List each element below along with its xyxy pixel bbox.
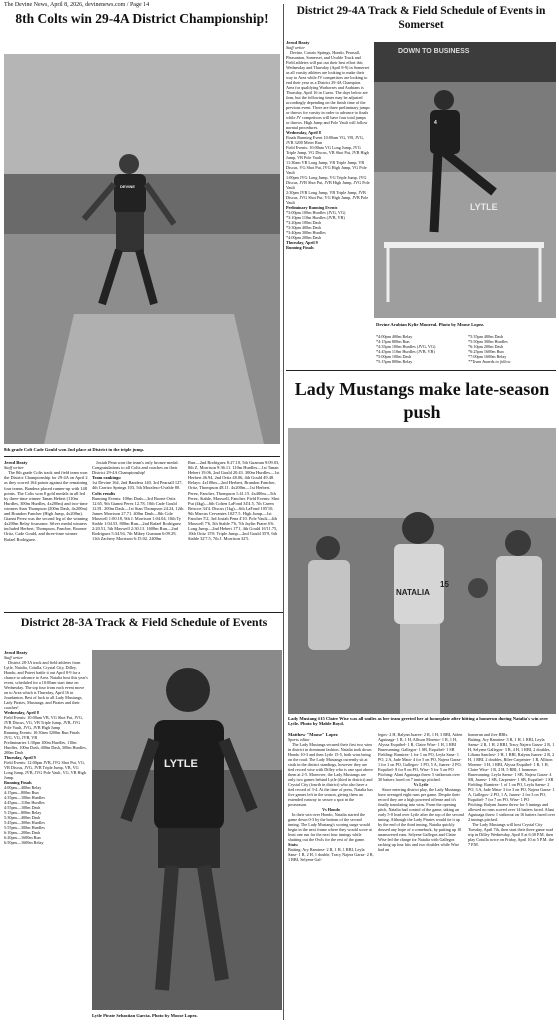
hurdles-caption: Devine Arabian Kylie Monreal. Photo by Moose Lopez.	[376, 322, 485, 327]
d28-sched-8: 4:15pm—800m Run	[4, 790, 39, 796]
mustangs-fielding: Fielding: Ramirez- 1 for 1 on PO, Leyla Sanz- 1 PO, 2 A, Jade Mata- 4 for 5 on PO, Najera Garza- 1 for 1 on PO, Gallegos- 1 PO, 5 A, Juarez- 2 PO, Esquibel- 8 for 8 on PO, Wise- 5 for 5 on PO	[378, 752, 462, 772]
mustangs-body-3: homerun and five RBIs.	[468, 732, 509, 737]
mustangs-pitching: Pitching: Alani Aguinaga threw 5 strikeouts over 30 batters faced on 7 innings pitched.	[378, 772, 460, 782]
district-sched-7: *3:00pm 100m Hurdles (JVG, VG)	[286, 210, 346, 216]
district-intro: Devine, Castrio Springs, Hondo, Pearsall, Pleasanton, Somerset, and Uvalde Track and Field athletes will put out their best effort this Wednesday and Thursday (April 8-9) in Somerset as all varsity athletes are looking to make their way to Area while JV competitors are looking to end their year as a District 29-4A Champion. Area for qualifying Warhorses and Arabians is Thursday, April 16 in Cuero. The days below are firm, but the following times may be adjusted accordingly depending on the finish time of the previous event. There are three preliminary jumps or throws for varsity in order to advance to finals while JV competitors will have four total jumps or throws. High Jump and Pole Vault will follow normal procedures.	[286, 50, 370, 131]
triple-jump-photo	[4, 54, 280, 444]
mustangs-byline: Matthew "Moose" Lopez	[288, 732, 338, 737]
colts-photo-caption: 8th grade Colt Cade Gould won 2nd place at District in the triple jump.	[4, 447, 145, 452]
district-sched-13: Thursday, April 9	[286, 240, 318, 246]
district-sched-5: 2:30pm JVB Long Jump, VB Triple Jump, JVB Discus, JVG Shot Put, VG High Jump, JVB Pole Vault	[286, 190, 369, 206]
district-sched-9: *3:20pm 100m Dash	[286, 220, 322, 226]
devine-bib: 4	[434, 120, 437, 126]
mustangs-photo	[288, 428, 556, 714]
final-8: *6:10pm 200m Dash	[468, 344, 504, 349]
jersey-text: DEVINE	[120, 184, 135, 189]
district-byline: Jerod Beaty	[286, 40, 310, 45]
d28-sched-7: 4:00pm—400m Relay	[4, 785, 42, 791]
lady-mustangs-headline: Lady Mustangs make late-season push	[294, 379, 550, 422]
colts-photo	[4, 54, 280, 444]
d28-sched-6: Running Finals	[4, 780, 32, 786]
vs-lytle-label: Vs Lytle	[413, 782, 429, 787]
natalia-jersey: NATALIA	[396, 588, 430, 597]
hurdler-photo	[374, 42, 556, 318]
district-28-byline-role: Staff writer	[4, 655, 23, 661]
mustangs-col3	[468, 732, 556, 847]
district-sched-14: Running Finals	[286, 245, 314, 251]
mustangs-caption: Lady Mustang #15 Claire Wise was all smiles as her team greeted her at homeplate after hitting a homerun during Natalia's win over Lytle. Photo by Mable Boyd.	[288, 716, 549, 727]
colts-col1	[4, 460, 88, 542]
district-sched-11: *3:40pm 300m Hurdles	[286, 230, 326, 236]
final-6: *5:35pm 400m Dash	[468, 334, 504, 339]
d28-sched-0: Wednesday, April 8	[4, 710, 39, 716]
final-9: *6:25pm 1600m Run	[468, 349, 504, 354]
district-sched-10: *3:30pm 400m Dash	[286, 225, 322, 231]
d28-sched-5: Field Events: 12:00pm JVB, JVG Shot Put, VG, VB Discus, JVG, JVB Triple Jump, VB, VG Long Jump, JVB, JVG Pole Vault, VG, VB High Jump.	[4, 760, 86, 781]
mustangs-body-1b: In their win over Hondo, Natalia started the game down 0-3 by the bottom of the second inning. The Lady Mustang's scoring surge would begin in the next frame where they would score at least one run for the next four innings while shutting out the Owls for the rest of the game.	[288, 812, 372, 843]
final-7: *5:50pm 300m Hurdles	[468, 339, 508, 344]
colts-col2	[92, 460, 184, 542]
mustangs-pitching-2: Pitching: Ralynn Juarez threw for 5 innings and allowed no runs scored over 14 batters faced. Alani Aguinaga threw 1 strikeout on 16 batters faced over 2 innings pitched.	[468, 802, 555, 822]
mustangs-body-2: legos- 2 H, Ralynn Juarez- 2 R, 1 H, 3 RBI, Aiden Aguinaga- 1 R, 1 H, Allison Moreno- 1 R, 1 H, Alyssa Esquibel- 1 R, Claire Wise- 1 H, 1 RBI	[378, 732, 463, 747]
d28-sched-15: 5:55pm—300m Hurdles	[4, 825, 45, 831]
final-1: *4:15pm 800m Run	[376, 339, 410, 344]
finals-col1	[376, 334, 464, 364]
final-0: *4:00pm 400m Relay	[376, 334, 413, 339]
d28-sched-18: 6:50pm—1600m Relay	[4, 840, 44, 846]
mustangs-byline-role: Sports editor	[288, 737, 310, 743]
colts-byline-role: Staff writer	[4, 465, 24, 471]
district-schedule-col	[286, 40, 370, 370]
d28-sched-4: Thursday, April 9	[4, 755, 36, 761]
colts-body-2: Josiah Pena won the team's only bronze medal. Congratulations to all Colts and coaches on their District 29-4A Championship!	[92, 460, 179, 476]
final-2: *4:35pm 100m Hurdles (JVG, VG)	[376, 344, 436, 349]
final-4: *5:00pm 100m Dash	[376, 354, 412, 359]
runner-caption: Lytle Pirate Sebastian Garcia. Photo by Moose Lopez.	[92, 1013, 198, 1018]
d28-sched-10: 4:45pm—110m Hurdles	[4, 800, 45, 806]
d28-sched-12: 5:15pm—800m Relay	[4, 810, 42, 816]
finals-col2	[468, 334, 556, 364]
natalia-number: 15	[440, 580, 449, 589]
district-28-intro: District 28-3A track and field athletes from Lytle, Natalia, Cotulla, Crystal City, Dilley, Hondo, and Poteet battle it out April 8-9 for a chance to advance to Area. Natalia host this year's event, scheduled for a 10:00am start time on Wednesday. The top four from each event move on to Area which is Thursday, April 16 in Jourdanton. Best of luck to all Lady Mustangs, Lady Pirates, Mustangs, and Pirates and their coaches!	[4, 660, 88, 711]
mustangs-fielding-2: Fielding: Ramirez- 1 of 1 on PO, Leyla Saenz- 2 PO, 3 A, Jade Mata- 3 for 3 on PO, Najera Garza- 1 A, Gallegos- 2 PO, 1 A, Juarez- 2 for 3 on PO, Esquibel- 7 for 7 on PO, Wise- 1 PO	[468, 782, 555, 802]
softball-photo	[288, 428, 556, 714]
mustangs-baserunning: Baserunning: Gallegos- 1 SB, Esquibel- 1 SB	[378, 747, 455, 752]
d28-sched-2: Running Events: 10:30am 3200m Run Finals JVG, VG, JVB, VB	[4, 730, 80, 741]
page-folio: The Devine News, April 8, 2026, devinenews.com / Page 14	[4, 2, 150, 8]
colts-body-1: The 8th grade Colts track and field team won the District Championship for 29-4A on April 2 as they scored 164 points against the remaining four teams. Bandera placed runner-up with 148 points. The Colts won 8 gold medals in all led by three-time winner Tanan Hebert (110m Hurdles, 300m Hurdles, 4x200m) and two-time winners Stan Thompson (200m Dash, 4x200m) and Brandon Fancher (High Jump, 4x200m). Gianni Perez was the second leg of the winning 4x200m Relay foursome. Silver medal winners included Herbert, Thompson, Fancher, Boonne Ortiz, Cade Gould, and three-time winner Rafael Rodriguez.	[4, 470, 88, 542]
team-rankings: 1st Devine 164, 2nd Bandera 140, 3rd Pearsall 127, 4th Carrizo Springs 103, 5th Moraleso-Uvalde 80.	[92, 480, 183, 491]
district-sched-2: Field Events: 10:00am VG Long Jump, JVG Triple Jump, VG Discus, VB Shot Put, JVB High Jump, VB Pole Vault	[286, 145, 369, 161]
banner-text: DOWN TO BUSINESS	[398, 48, 470, 55]
d28-sched-9: 4:35pm—100m Hurdles	[4, 795, 45, 801]
d28-sched-17: 6:20pm—1600m Run	[4, 835, 41, 841]
mustangs-col1	[288, 732, 374, 862]
mustangs-closing: The Lady Mustangs will host Crystal City Tuesday, April 7th, then start their three game road trip in Dilley Wednesday, April 8 at 6:30 P.M. then play Cotulla twice on Friday, April 10 at 5 P.M. the 7 P.M.	[468, 822, 554, 847]
colts-byline: Jerod Beaty	[4, 460, 28, 465]
lytle-banner: LYTLE	[470, 202, 498, 212]
mustangs-baserunning-2: Baserunning: Leyla Saenz- 1 SB, Najera Garza- 4 SB, Juarez- 1 SB, Carpenter- 1 SB, Esquibel- 1 SB	[468, 772, 554, 782]
district-schedule-headline: District 29-4A Track & Field Schedule of Events in Somerset	[296, 5, 546, 31]
team-rankings-label: Team rankings:	[92, 475, 122, 481]
final-3: *4:45pm 110m Hurdles (JVB, VB)	[376, 349, 435, 354]
lytle-jersey: LYTLE	[164, 758, 198, 770]
hurdles-photo	[374, 42, 556, 318]
d28-sched-3: Preliminaries 1:30pm 100m Hurdles, 110m Hurdles, 100m Dash, 400m Dash, 300m Hurdles, 200m Dash	[4, 740, 87, 756]
mustangs-body-1: The Lady Mustangs secured their first two wins in district in dominant fashion. Natalia took down Hondo 10-3 and then Lytle 15-5, both wins being on the road. The Lady Mustangs currently sit at sixth in the district standings, however they are tied record wise with Dilley who is one spot above them at 2-5. Moreover, the Lady Mustangs are only two games behind Lytle (third in district) and Crystal City (fourth in district) who also have a tied record of 3-4. At the time of press, Natalia has five games left in the season, giving them an extended runway to secure a spot in the postseason.	[288, 742, 374, 808]
district-byline-role: Staff writer	[286, 45, 305, 51]
mustangs-col2	[378, 732, 464, 852]
district-28-byline: Jerod Beaty	[4, 650, 28, 655]
final-11: **Team Awards to follow	[468, 359, 511, 364]
final-10: *7:00pm 1600m Relay	[468, 354, 507, 359]
district-sched-0: Wednesday, April 8	[286, 130, 321, 136]
colts-body-3: Run—2nd Rodriguez 8:27.10, 5th Guzman 9:09.03, 8th Z. Morrison 9:36.11. 110m Hurdles—1st Tanan Hebert 19.06, 2nd Gould 20.43. 300m Hurdles—1st Herbert 46.94, 2nd Ortiz 48.06, 4th Gould 49.48. Relays: 4x100m—2nd Herbert, Brandon Fancher, Ortiz, Thompson 48.11. 4x200m—1st Herbert, Perez, Fancher, Thompson 1:41.15. 4x400m—5th Perez, Stahle, Maxwell, Fancher. Field Events: Shot Put (4kg)—6th Colten LaFond 34'4.5, 7th Caeen Briscoe 34'4. Discus (1kg)—6th LaFond 105'10, 9th Marcus Cervantes 102'7.5. High Jump—1st Fancher 5'2, 3rd Josiah Pena 4'10. Pole Vault—4th Maxwell 7'6, 5th Stahle 7'6, 7th Jaylin Prater 6'6. Long Jump—2nd Hebert 17'1, 4th Gould 16'11.75, 10th Ortiz 15'8. Triple Jump—2nd Gould 35'9, 6th Stahle 32'7.5, 7th J. Morrison 32'5.	[188, 460, 280, 542]
d28-sched-16: 6:10pm—200m Dash	[4, 830, 41, 836]
stats-label: Stats:	[288, 842, 299, 848]
district-28-col	[4, 650, 88, 1020]
d28-sched-13: 5:30pm—400m Dash	[4, 815, 41, 821]
mustangs-batting-2: Batting: Ary Ramirez- 3 R, 1 H, 1 RBI, Leyla Saenz- 2 R, 1 H, 2 RBI, Tracy Najera Garza- 2 R, 1 H, Selyene Gallegos- 3 R, 4 H, 1 RBI, 2 doubles, Liliana Sanchez- 1 H, 1 RBI, Ralynn Juarez- 2 R, 2 H, 1 RBI, 2 doubles, Rilee Carpenter- 1 R, Allison Moreno- 3 H, 1 RBI, Alyssa Esquibel- 1 R, 1 H, Claire Wise- 1 R, 2 H, 5 RBI, 1 homerun	[468, 737, 555, 772]
mustangs-body-1c: Batting: Ary Ramirez- 2 R, 1 H, 1 RBI, Leyla Sanz- 1 R, 2 H, 1 double, Tracy Najera Garza- 2 R, 1 RBI, Selyene Gal-	[288, 847, 374, 863]
runner-photo-art	[92, 650, 282, 1010]
district-sched-8: *3:10pm 110m Hurdles (JVB, VB)	[286, 215, 345, 221]
mustangs-body-2b: Since entering district play, the Lady Mustangs have averaged eight runs per game. Despite their record they are a high powered offense and it's finally translating into wins. From the opening pitch, Natalia had control of the game, taking an early 5-0 lead over Lytle after the top of the second inning. Although the Lady Pirates would tie it up by the end of the third inning, Natalia quickly doused any hope of a comeback, by putting up 10 unanswered runs. Selyene Gallegos and Claire Wise led the charge for Natalia with Gallegos racking up four hits and two doubles while Wise had an	[378, 787, 464, 852]
district-sched-12: *4:00pm 200m Dash	[286, 235, 322, 241]
colts-results-label: Colts results	[92, 490, 116, 496]
final-5: *5:15pm 800m Relay	[376, 359, 413, 364]
district-sched-1: Finals Running Event 10:00am VG, VB, JVG, JVB 3200 Meter Run	[286, 135, 364, 146]
runner-photo	[92, 650, 282, 1010]
d28-sched-1: Field Events: 10:00am VB, VG Shot Put, JVG, JVB Discus, VG, VB Triple Jump, JVB, JVG Pole Vault, JVG, JVB High Jump	[4, 715, 83, 731]
d28-sched-11: 4:55pm—100m Dash	[4, 805, 41, 811]
district-28-headline: District 28-3A Track & Field Schedule of Events	[20, 615, 268, 629]
district-sched-4: 1:00pm JVG Long Jump, VG Triple Jump, JVG Discus, JVB Shot Put, JVB High Jump, JVG Pole Vault	[286, 175, 370, 191]
vs-hondo-label: Vs Hondo	[322, 807, 340, 813]
colts-col3	[188, 460, 280, 542]
colts-results: Running Events: 100m Dash—3rd Boone Ortiz 12.65, 9th Gianni Perez 12.78, 10th Cade Gould 12.81. 200m Dash—1st Stan Thompson 24.24, 12th James Morrison 27.71. 400m Dash—8th Cole Maxwell 1:00.18, 9th J. Morrison 1:04.04, 10th Ty Stahle 1:04.53. 800m Run—2nd Rafael Rodriguez 2:20.51, 5th Maxwell 2:30.13. 1600m Run—2nd Rodriguez 5:34.94, 7th Mikey Guzman 6:09.29, 11th Zachery Morrison 6:15.02. 2400m	[92, 495, 184, 542]
district-sched-6: Preliminary Running Events	[286, 205, 338, 211]
colts-headline: 8th Colts win 29-4A District Championship!	[15, 11, 269, 26]
district-sched-3: 11:30am VB Long Jump, VB Triple Jump, VB Discus, VG Shot Put, JVG High Jump, VG Pole Vault	[286, 160, 367, 176]
d28-sched-14: 5:45pm—300m Hurdles	[4, 820, 45, 826]
